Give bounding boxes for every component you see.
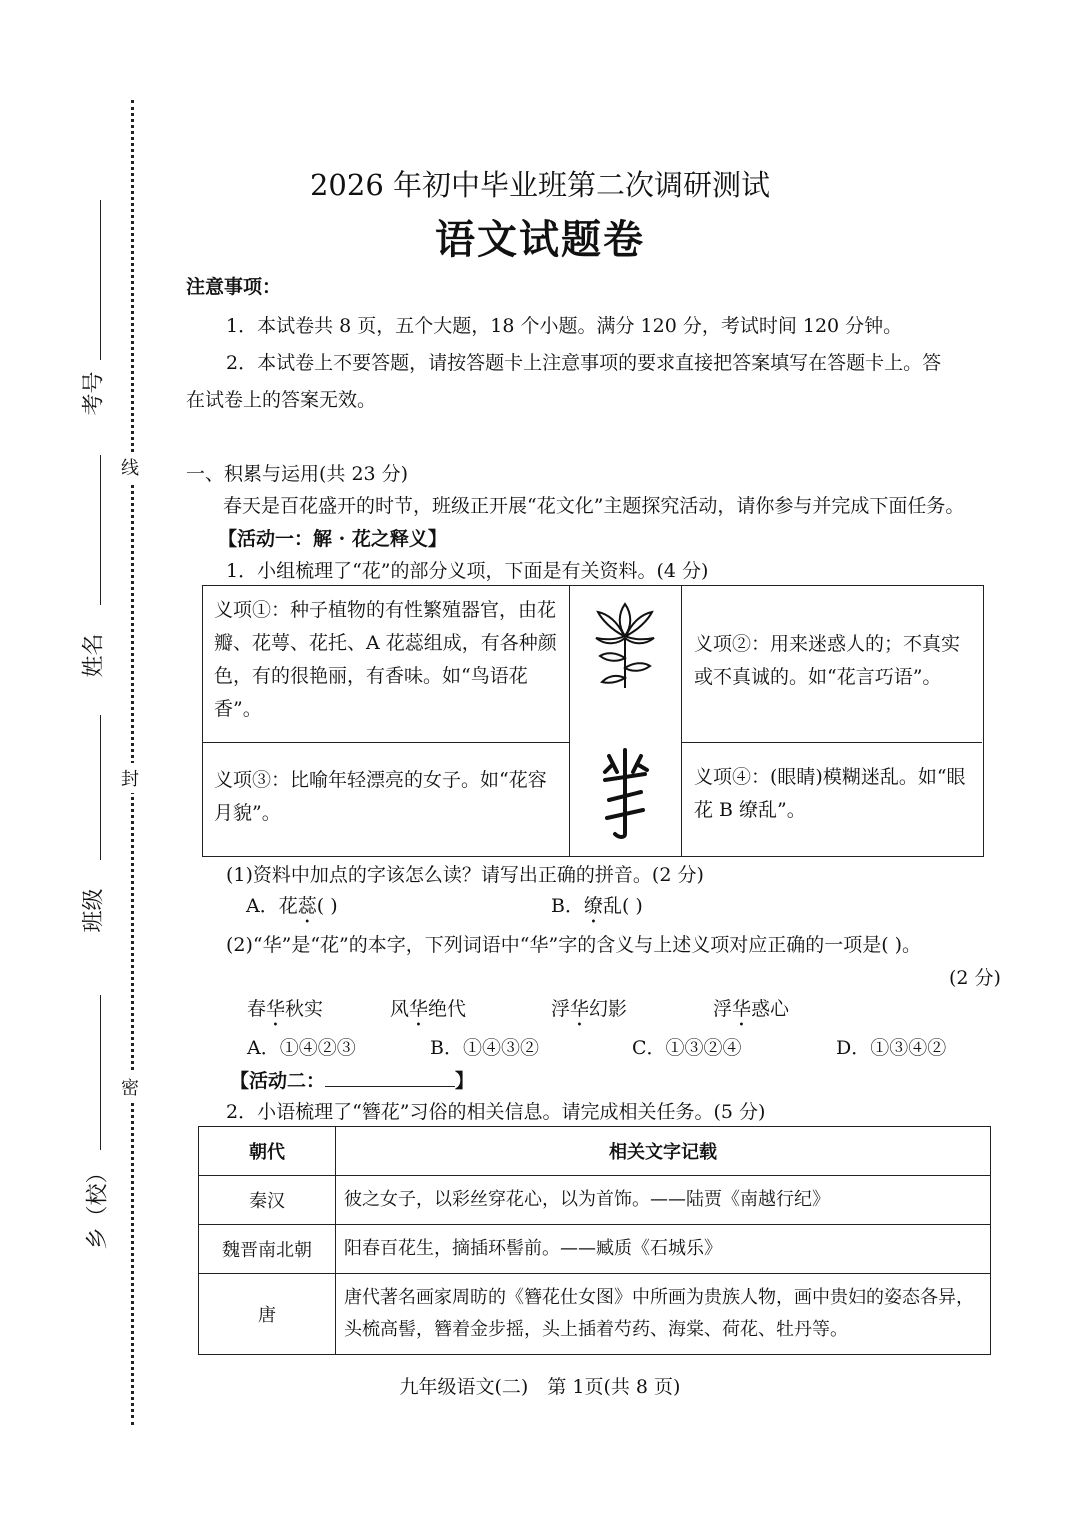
table-divider-right	[681, 585, 682, 856]
section1-intro: 春天是百花盛开的时节，班级正开展“花文化”主题探究活动，请你参与并完成下面任务。	[223, 495, 965, 517]
seal-char-seal: 封	[121, 763, 139, 793]
word-3-post: 幻影	[589, 998, 628, 1020]
option-a-blank: ( )	[316, 895, 338, 917]
option-1-1-a	[246, 891, 338, 928]
question-2: 2．小语梳理了“簪花”习俗的相关信息。请完成相关任务。(5 分)	[226, 1101, 766, 1123]
activity2-suffix: 】	[455, 1070, 475, 1092]
notice-item-2a: 2．本试卷上不要答题，请按答题卡上注意事项的要求直接把答案填写在答题卡上。答	[226, 352, 942, 374]
hairpin-flower-table	[198, 1126, 991, 1355]
choice-c: C．①③②④	[632, 1037, 742, 1059]
dynasty-cell: 魏晋南北朝	[199, 1225, 336, 1274]
word-2-pre: 风	[390, 998, 410, 1020]
word-3-pre: 浮	[551, 998, 571, 1020]
question-1: 1．小组梳理了“花”的部分义项，下面是有关资料。(4 分)	[226, 560, 709, 582]
header-records: 相关文字记载	[336, 1127, 991, 1176]
choice-a: A．①④②③	[247, 1037, 356, 1059]
choice-b: B．①④③②	[430, 1037, 539, 1059]
meaning-2: 义项②：用来迷惑人的；不真实或不真诚的。如“花言巧语”。	[694, 633, 961, 688]
school-label: 乡（校）	[85, 1161, 111, 1250]
question-1-1: (1)资料中加点的字该怎么读？请写出正确的拼音。(2 分)	[226, 864, 704, 886]
table-hline-left	[202, 742, 569, 743]
table-divider-left	[569, 585, 570, 856]
option-a-prefix: A．花	[246, 895, 298, 917]
word-4-post: 惑心	[751, 998, 790, 1020]
question-1-2: (2)“华”是“花”的本字，下列词语中“华”字的含义与上述义项对应正确的一项是( )。	[226, 934, 922, 956]
option-b-prefix: B．	[551, 895, 584, 917]
exam-no-label: 考号	[81, 371, 107, 416]
word-1-pre: 春	[247, 998, 267, 1020]
flower-glyph-icon	[588, 596, 662, 696]
record-cell: 彼之女子，以彩丝穿花心，以为首饰。——陆贾《南越行纪》	[336, 1176, 991, 1225]
word-1-post: 秋实	[285, 998, 324, 1020]
seal-char-line: 线	[121, 452, 139, 482]
class-label: 班级	[81, 888, 107, 933]
activity2-prefix: 【活动二：	[230, 1070, 326, 1092]
ancient-hua-glyph-icon	[595, 742, 655, 842]
dynasty-cell: 唐	[199, 1274, 336, 1355]
meaning-4: 义项④：(眼睛)模糊迷乱。如“眼花 B 缭乱”。	[694, 766, 966, 821]
word-4-dot: 华	[732, 998, 752, 1020]
word-4	[713, 994, 789, 1031]
notice-item-2b: 在试卷上的答案无效。	[186, 389, 377, 411]
activity2-heading	[230, 1066, 474, 1093]
notice-heading: 注意事项：	[186, 276, 282, 298]
class-line	[100, 715, 101, 860]
word-2-dot: 华	[409, 998, 429, 1020]
activity2-blank	[325, 1068, 455, 1087]
word-1-dot: 华	[266, 998, 286, 1020]
notice-item-1: 1．本试卷共 8 页，五个大题，18 个小题。满分 120 分，考试时间 120 分钟。	[226, 315, 903, 337]
table-hline-right	[681, 742, 982, 743]
name-label: 姓名	[81, 633, 107, 678]
section1-heading: 一、积累与运用(共 23 分)	[186, 463, 409, 485]
word-2	[390, 994, 466, 1031]
school-line	[100, 995, 101, 1150]
header-dynasty: 朝代	[199, 1127, 336, 1176]
word-3	[551, 994, 627, 1031]
word-2-post: 绝代	[428, 998, 467, 1020]
table-row	[199, 1274, 991, 1355]
exam-subtitle: 语文试题卷	[435, 216, 645, 263]
meaning-3: 义项③：比喻年轻漂亮的女子。如“花容月貌”。	[214, 769, 547, 824]
option-b-blank: 乱( )	[602, 895, 643, 917]
name-line	[100, 455, 101, 605]
question-1-2-score: (2 分)	[949, 967, 1001, 989]
word-3-dot: 华	[570, 998, 590, 1020]
choice-d: D．①③④②	[836, 1037, 947, 1059]
record-cell: 阳春百花生，摘插环髻前。——臧质《石城乐》	[336, 1225, 991, 1274]
meaning-1: 义项①：种子植物的有性繁殖器官，由花瓣、花萼、花托、A 花蕊组成，有各种颜色，有的很艳丽，有香味。如“鸟语花香”。	[214, 599, 557, 720]
option-1-1-b	[551, 891, 643, 928]
dynasty-cell: 秦汉	[199, 1176, 336, 1225]
record-cell: 唐代著名画家周昉的《簪花仕女图》中所画为贵族人物，画中贵妇的姿态各异，头梳高髻，簪着金步摇，头上插着芍药、海棠、荷花、牡丹等。	[336, 1274, 991, 1355]
seal-char-secret: 密	[121, 1072, 139, 1102]
table-row	[199, 1176, 991, 1225]
activity1-heading: 【活动一：解 · 花之释义】	[218, 528, 447, 550]
word-4-pre: 浮	[713, 998, 733, 1020]
table-header-row	[199, 1127, 991, 1176]
option-b-dotted-char: 缭	[583, 895, 603, 917]
word-1	[247, 994, 323, 1031]
page-footer: 九年级语文(二) 第 1页(共 8 页)	[399, 1376, 681, 1398]
table-row	[199, 1225, 991, 1274]
option-a-dotted-char: 蕊	[297, 895, 317, 917]
exam-title: 2026 年初中毕业班第二次调研测试	[309, 168, 771, 202]
